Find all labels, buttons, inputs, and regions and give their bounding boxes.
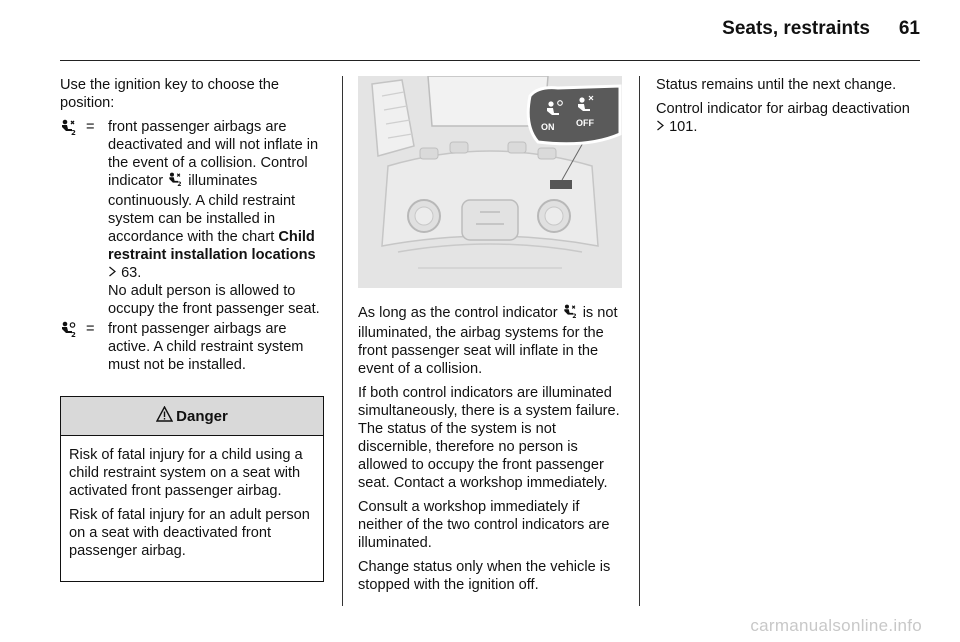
col2-paragraph-3: Consult a workshop immediately if neither of the two control indicators are illuminated. (358, 499, 610, 551)
definition-airbag-on (60, 320, 326, 374)
svg-text:2: 2 (71, 129, 76, 136)
col3-paragraph-2 (656, 100, 922, 136)
col3-page-ref: 101. (669, 119, 698, 135)
def-off-text-a: front passenger airbags are deactivated and will not inflate in the event of a collision. Control indicator (108, 119, 319, 189)
airbag-off-icon (60, 118, 86, 318)
column-3 (656, 76, 922, 142)
definition-airbag-on-text: front passenger airbags are active. A child restraint system must not be installed. (108, 321, 304, 373)
definition-equals: = (86, 321, 95, 337)
definition-airbag-off-text (108, 118, 326, 318)
page-section-title: Seats, restraints (722, 18, 870, 39)
svg-text:2: 2 (571, 313, 577, 319)
col2-p1-a: As long as the control indicator (358, 305, 558, 321)
chart-reference: Child restraint installation locations (108, 229, 316, 263)
column-divider-2 (639, 76, 640, 606)
danger-paragraph-2: Risk of fatal injury for an adult person on a seat with deactivated front passenger airbag. (69, 507, 310, 559)
indicator-on-label: ON (541, 122, 555, 132)
danger-title: Danger (176, 407, 228, 425)
svg-text:2: 2 (177, 181, 182, 187)
page-ref-arrow-icon (108, 265, 117, 281)
intro-text: Use the ignition key to choose the position: (60, 77, 280, 111)
column-2 (358, 304, 624, 600)
header-rule (60, 60, 920, 61)
col2-paragraph-4: Change status only when the vehicle is stopped with the ignition off. (358, 559, 611, 593)
col3-p2-text: Control indicator for airbag deactivation (656, 101, 910, 117)
page-number: 61 (898, 18, 920, 39)
def-off-page-ref: 63. (121, 265, 142, 281)
danger-paragraph-1: Risk of fatal injury for a child using a child restraint system on a seat with activated front passenger airbag. (69, 447, 303, 499)
danger-body (61, 436, 323, 560)
danger-box (60, 396, 324, 582)
airbag-off-indicator-icon (167, 172, 184, 192)
dashboard-figure (358, 76, 622, 288)
dashboard-illustration (358, 76, 622, 288)
def-off-text-b: illuminates continuously. A child restraint system can be installed in accordance with the chart (108, 173, 296, 245)
col2-paragraph-1 (358, 304, 624, 378)
indicator-off-label: OFF (576, 118, 594, 128)
col2-paragraph-2: If both control indicators are illuminated simultaneously, there is a system failure. The status of the system is not discernible, therefore no person is allowed to occupy the front passenger seat. Contact a workshop immediately. (358, 385, 620, 491)
airbag-on-icon (60, 320, 86, 374)
column-1 (60, 76, 326, 376)
page-ref-arrow-icon (656, 119, 665, 135)
col2-p1-b: is not illuminated, the airbag systems for the front passenger seat will inflate in the event of a collision. (358, 305, 618, 377)
col3-paragraph-1: Status remains until the next change. (656, 77, 897, 93)
definition-equals: = (86, 119, 95, 135)
def-off-text-c: No adult person is allowed to occupy the front passenger seat. (108, 283, 320, 317)
danger-header (61, 397, 323, 436)
svg-text:2: 2 (71, 331, 76, 338)
column-divider-1 (342, 76, 343, 606)
watermark: carmanualsonline.info (750, 616, 922, 635)
warning-triangle-icon (156, 406, 173, 426)
definition-airbag-off (60, 118, 326, 318)
airbag-off-indicator-icon (562, 304, 579, 324)
